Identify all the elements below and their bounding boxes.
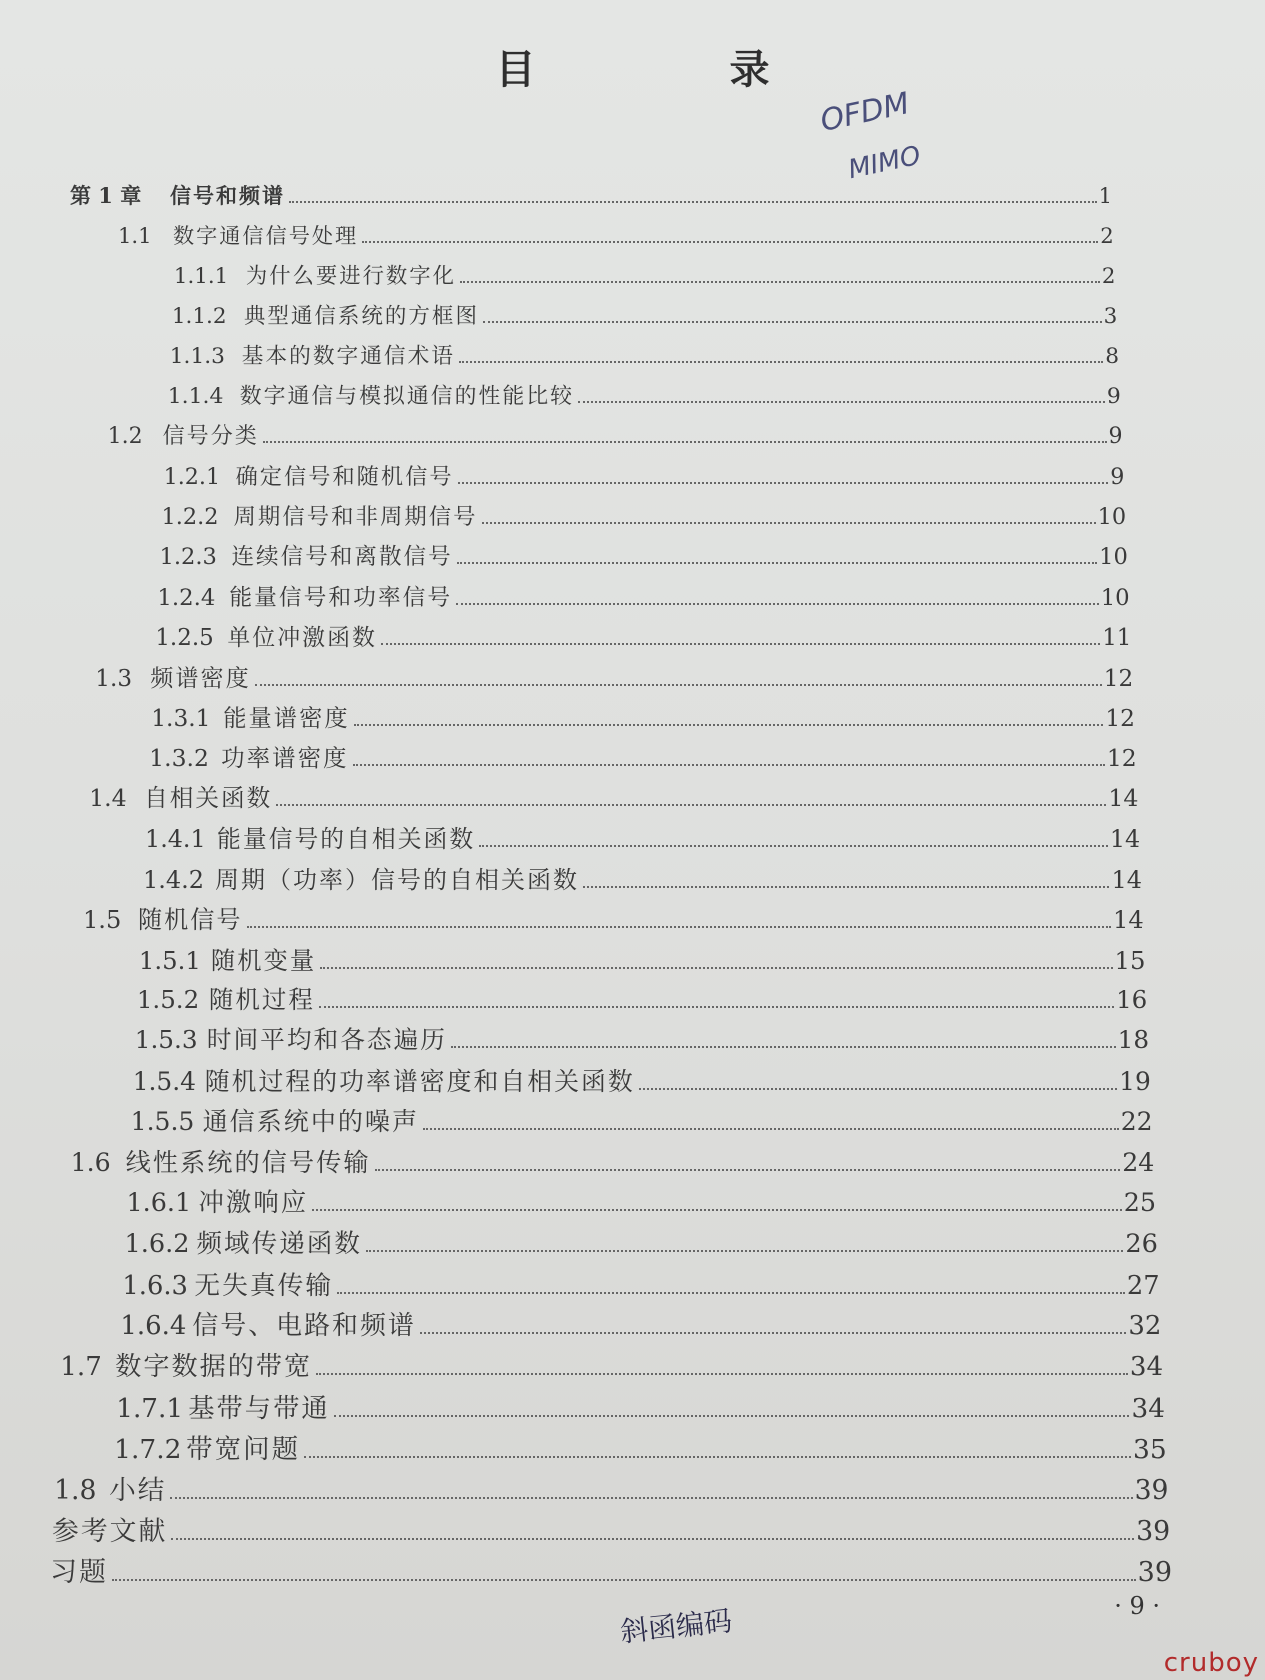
toc-leader-dots	[304, 1455, 1131, 1458]
toc-entry-number: 1.3.2	[149, 744, 209, 773]
toc-entry-page: 9	[1108, 423, 1123, 449]
toc-entry	[164, 459, 1125, 491]
toc-entry	[133, 1062, 1151, 1098]
toc-entry-title: 时间平均和各态遍历	[206, 1025, 447, 1055]
toc-entry	[124, 1224, 1157, 1260]
toc-entry-page: 12	[1106, 744, 1137, 773]
toc-leader-dots	[483, 320, 1102, 323]
toc-leader-dots	[423, 1127, 1119, 1130]
toc-entry	[159, 539, 1127, 571]
toc-entry-title: 带宽问题	[186, 1433, 301, 1465]
toc-entry-number: 1.1.3	[169, 344, 225, 370]
toc-leader-dots	[420, 1331, 1127, 1334]
toc-leader-dots	[337, 1291, 1125, 1294]
toc-leader-dots	[319, 1005, 1114, 1008]
handwritten-note-mimo: MIMO	[845, 140, 924, 186]
toc-entry	[149, 739, 1137, 773]
toc-entry-title: 能量谱密度	[223, 705, 350, 733]
toc-entry-page: 16	[1116, 985, 1148, 1015]
toc-leader-dots	[312, 1208, 1122, 1211]
toc-entry-number: 1.1.2	[171, 304, 227, 330]
toc-leader-dots	[583, 885, 1109, 888]
toc-entry-title: 确定信号和随机信号	[235, 463, 454, 490]
toc-leader-dots	[362, 240, 1098, 243]
toc-entry	[50, 1550, 1172, 1589]
toc-entry-page: 39	[1137, 1557, 1172, 1588]
toc-entry	[71, 1143, 1155, 1179]
toc-leader-dots	[354, 723, 1104, 726]
toc-entry	[143, 860, 1142, 895]
toc-entry-title: 数字通信与模拟通信的性能比较	[239, 383, 574, 409]
toc-entry-page: 10	[1099, 543, 1128, 570]
toc-entry	[151, 699, 1135, 733]
toc-entry-title: 频谱密度	[150, 665, 251, 692]
toc-entry-number: 1.5	[82, 906, 122, 935]
toc-entry	[70, 180, 1112, 210]
toc-entry-number: 1.5.2	[136, 985, 200, 1015]
toc-entry-page: 15	[1114, 945, 1146, 975]
toc-entry-page: 34	[1131, 1393, 1165, 1424]
toc-entry-page: 19	[1119, 1066, 1151, 1096]
toc-leader-dots	[276, 803, 1106, 806]
toc-entry	[127, 1183, 1157, 1219]
toc-entry-number: 1.7.1	[116, 1393, 184, 1424]
toc-entry	[52, 1509, 1170, 1548]
toc-entry-page: 26	[1125, 1229, 1158, 1260]
toc-entry-title: 随机过程	[208, 985, 315, 1015]
toc-entry-title: 基带与带通	[188, 1393, 330, 1424]
toc-leader-dots	[459, 360, 1103, 363]
toc-entry-page: 12	[1103, 665, 1134, 692]
toc-entry-number: 1.2.4	[157, 584, 216, 611]
toc-leader-dots	[375, 1168, 1121, 1171]
toc-entry	[60, 1346, 1163, 1383]
toc-leader-dots	[458, 481, 1109, 484]
toc-entry	[155, 619, 1131, 652]
toc-entry-title: 频域传递函数	[196, 1229, 362, 1260]
toc-entry-page: 34	[1129, 1352, 1164, 1383]
toc-entry	[135, 1021, 1149, 1056]
toc-entry-number: 1.6.2	[124, 1229, 190, 1260]
toc-entry-title: 冲激响应	[198, 1187, 309, 1218]
toc-entry	[137, 981, 1147, 1016]
toc-entry-title: 周期信号和非周期信号	[233, 503, 478, 530]
toc-entry-number: 1.4	[89, 784, 127, 813]
toc-entry-title: 功率谱密度	[221, 744, 349, 773]
toc-entry-page: 12	[1105, 705, 1135, 733]
toc-entry-page: 2	[1101, 264, 1116, 290]
toc-entry-number: 1.7	[60, 1352, 102, 1383]
toc-entry-page: 24	[1122, 1147, 1155, 1177]
toc-leader-dots	[255, 683, 1102, 686]
page-title: 目 录	[495, 46, 860, 93]
toc-entry-title: 小结	[109, 1475, 167, 1507]
toc-entry-title: 随机过程的功率谱密度和自相关函数	[204, 1066, 635, 1096]
toc-leader-dots	[170, 1496, 1132, 1499]
toc-entry-page: 3	[1103, 304, 1118, 330]
toc-entry-number: 1.3	[95, 665, 133, 692]
toc-entry-page: 14	[1109, 824, 1141, 853]
toc-leader-dots	[366, 1249, 1123, 1252]
toc-entry-number: 1.1.1	[173, 264, 229, 290]
toc-entry-title: 数字数据的带宽	[115, 1352, 313, 1383]
toc-entry-number: 1.2.2	[161, 503, 219, 530]
toc-entry-page: 39	[1136, 1516, 1171, 1548]
toc-entry-title: 无失真传输	[194, 1270, 334, 1301]
toc-entry-number: 1.5.5	[130, 1107, 195, 1137]
toc-entry	[116, 1387, 1165, 1425]
toc-entry-title: 数字通信信号处理	[172, 222, 359, 248]
toc-entry-number: 1.5.1	[138, 945, 201, 975]
toc-entry-title: 随机信号	[137, 906, 243, 935]
toc-entry-title: 能量信号的自相关函数	[217, 824, 476, 853]
toc-entry	[122, 1265, 1159, 1302]
toc-leader-dots	[457, 561, 1097, 564]
toc-entry-page: 39	[1134, 1475, 1169, 1507]
toc-entry	[95, 659, 1133, 693]
toc-entry-title: 参考文献	[52, 1516, 168, 1548]
toc-leader-dots	[381, 642, 1100, 645]
page-number: · 9 ·	[1114, 1592, 1160, 1620]
toc-entry-page: 1	[1098, 184, 1112, 208]
toc-entry-number: 1.4.2	[143, 866, 205, 894]
toc-entry-number: 1.1	[117, 222, 152, 248]
toc-leader-dots	[451, 1045, 1116, 1048]
toc-entry-number: 1.8	[54, 1475, 97, 1507]
toc-entry-page: 18	[1117, 1025, 1150, 1055]
toc-leader-dots	[171, 1537, 1134, 1540]
toc-entry	[89, 779, 1138, 813]
toc-entry	[145, 820, 1140, 854]
toc-entry	[170, 339, 1119, 370]
toc-entry-page: 14	[1113, 906, 1144, 935]
toc-entry-number: 1.2.5	[155, 624, 214, 651]
toc-leader-dots	[263, 440, 1107, 443]
toc-leader-dots	[353, 763, 1105, 766]
toc-entry-number: 1.1.4	[167, 383, 224, 409]
toc-entry	[157, 579, 1129, 612]
toc-entry-number: 1.5.4	[132, 1066, 196, 1096]
toc-entry-title: 随机变量	[210, 945, 317, 975]
toc-entry-number: 1.5.3	[134, 1025, 198, 1055]
toc-entry-page: 35	[1133, 1433, 1167, 1465]
toc-leader-dots	[289, 200, 1097, 203]
toc-entry-page: 32	[1128, 1311, 1162, 1342]
toc-entry-title: 周期（功率）信号的自相关函数	[215, 866, 579, 894]
toc-entry-title: 信号和频谱	[170, 183, 285, 208]
watermark: cruboy	[1163, 1648, 1259, 1678]
toc-entry	[120, 1305, 1161, 1342]
toc-entry-page: 14	[1111, 866, 1142, 894]
toc-entry-number: 1.3.1	[151, 705, 211, 733]
toc-entry	[162, 499, 1127, 531]
toc-leader-dots	[320, 966, 1112, 969]
toc-entry-number: 1.2.1	[163, 463, 221, 490]
toc-entry-page: 11	[1102, 624, 1132, 651]
toc-entry-page: 22	[1120, 1107, 1153, 1137]
toc-entry-number: 1.7.2	[114, 1433, 182, 1465]
toc-entry-title: 为什么要进行数字化	[245, 264, 456, 290]
toc-leader-dots	[316, 1372, 1128, 1375]
toc-entry-number: 第 1 章	[70, 183, 142, 208]
toc-entry-title: 能量信号和功率信号	[229, 584, 453, 611]
toc-entry-number: 1.6	[70, 1147, 111, 1177]
toc-entry-number: 1.4.1	[145, 824, 206, 853]
toc-entry-title: 典型通信系统的方框图	[243, 304, 479, 330]
toc-entry-page: 8	[1105, 344, 1120, 370]
toc-leader-dots	[112, 1578, 1136, 1581]
toc-entry	[131, 1102, 1153, 1138]
toc-entry-page: 9	[1106, 383, 1121, 409]
toc-entry-number: 1.2.3	[159, 543, 217, 570]
handwritten-note-ofdm: OFDM	[817, 86, 913, 139]
toc-entry-title: 通信系统中的噪声	[202, 1107, 420, 1137]
toc-entry-title: 连续信号和离散信号	[231, 543, 453, 570]
handwritten-scribble: 斜函编码	[618, 1604, 734, 1649]
toc-entry	[83, 900, 1144, 935]
toc-leader-dots	[639, 1087, 1117, 1090]
toc-entry-number: 1.6.1	[126, 1187, 192, 1218]
toc-entry-page: 25	[1123, 1187, 1157, 1218]
toc-entry	[139, 941, 1146, 976]
toc-leader-dots	[479, 844, 1108, 847]
toc-entry	[118, 220, 1114, 250]
toc-entry	[172, 299, 1117, 330]
toc-entry	[114, 1428, 1167, 1466]
toc-entry-number: 1.6.4	[120, 1311, 187, 1342]
toc-entry-title: 信号、电路和频谱	[192, 1311, 416, 1342]
toc-entry-title: 自相关函数	[144, 784, 273, 813]
toc-entry	[108, 419, 1123, 450]
toc-entry	[174, 259, 1116, 290]
toc-entry-page: 27	[1126, 1270, 1160, 1301]
toc-leader-dots	[247, 925, 1111, 928]
toc-entry-page: 14	[1108, 784, 1139, 813]
toc-entry-title: 习题	[50, 1557, 108, 1588]
toc-entry-title: 信号分类	[162, 423, 259, 449]
toc-entry-page: 10	[1100, 584, 1130, 611]
toc-entry-title: 单位冲激函数	[227, 624, 377, 651]
toc-entry-page: 9	[1110, 463, 1125, 490]
toc-entry-page: 10	[1097, 503, 1127, 530]
toc-entry	[168, 379, 1121, 410]
toc-entry-number: 1.2	[107, 423, 143, 449]
toc-leader-dots	[460, 280, 1100, 283]
toc-leader-dots	[456, 602, 1099, 605]
toc-entry	[54, 1468, 1168, 1507]
toc-entry-title: 基本的数字通信术语	[241, 344, 455, 370]
toc-leader-dots	[334, 1414, 1130, 1417]
toc-entry-number: 1.6.3	[122, 1270, 188, 1301]
toc-entry-title: 线性系统的信号传输	[125, 1147, 371, 1177]
toc-leader-dots	[482, 521, 1096, 524]
toc-leader-dots	[578, 400, 1105, 403]
toc-entry-page: 2	[1100, 222, 1114, 248]
